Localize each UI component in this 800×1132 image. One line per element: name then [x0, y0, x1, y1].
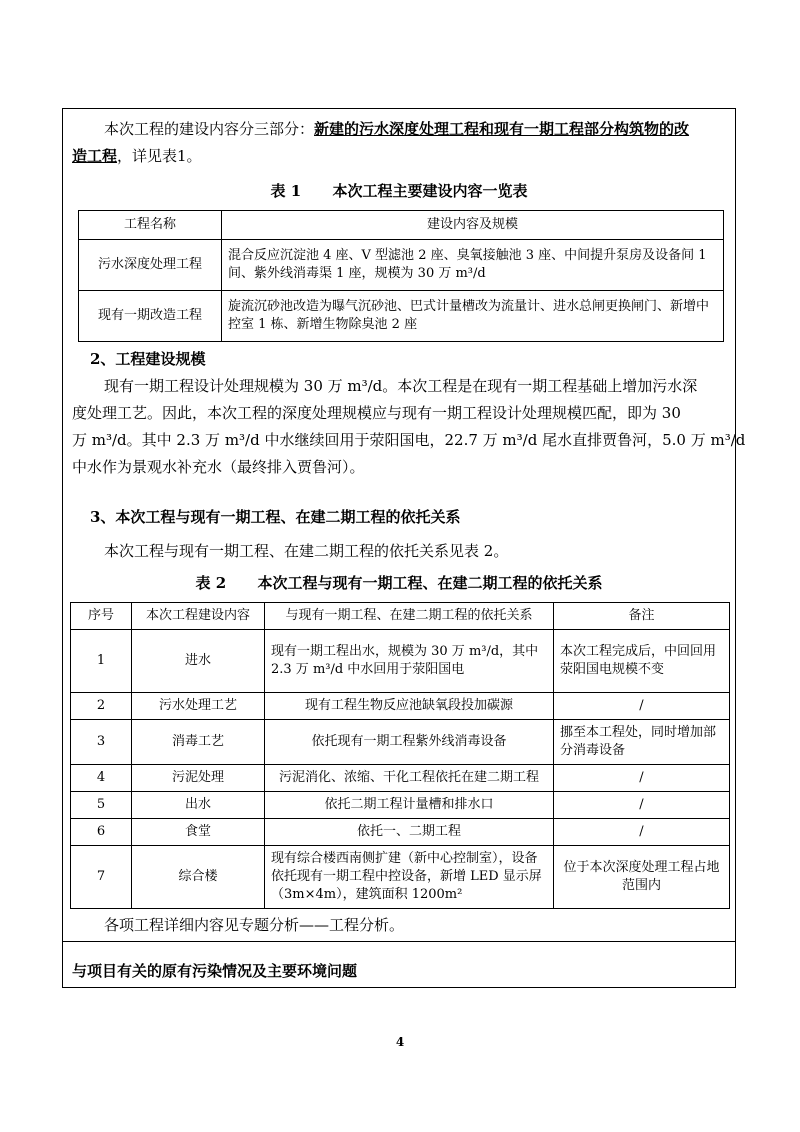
table1-caption: 表 1 本次工程主要建设内容一览表	[270, 182, 528, 200]
table2-cell-note: /	[554, 792, 730, 819]
table2-cell-item: 污泥处理	[132, 765, 265, 792]
table2-cell-no: 1	[71, 630, 132, 693]
table2-cell-relation: 现有工程生物反应池缺氧段投加碳源	[265, 693, 554, 720]
intro-emphasis-2: 造工程	[72, 147, 118, 165]
table2-cell-no: 5	[71, 792, 132, 819]
table-row	[79, 240, 724, 291]
table2-cell-no: 7	[71, 846, 132, 909]
table2-cell-item: 消毒工艺	[132, 720, 265, 765]
table-row	[71, 792, 730, 819]
table2-cell-item: 进水	[132, 630, 265, 693]
section-divider	[62, 941, 736, 942]
table2-cell-relation: 依托一、二期工程	[265, 819, 554, 846]
footer-title: 与项目有关的原有污染情况及主要环境问题	[72, 962, 358, 980]
table2-cell-note: 挪至本工程处，同时增加部分消毒设备	[554, 720, 730, 765]
table-row	[79, 291, 724, 342]
table2-cell-no: 2	[71, 693, 132, 720]
table-row	[71, 765, 730, 792]
table2-cell-note: /	[554, 819, 730, 846]
section3-intro: 本次工程与现有一期工程、在建二期工程的依托关系见表 2。	[104, 542, 509, 560]
table2-cell-no: 6	[71, 819, 132, 846]
intro-emphasis-1: 新建的污水深度处理工程和现有一期工程部分构筑物的改	[314, 120, 690, 138]
table1-cell-content: 旋流沉砂池改造为曝气沉砂池、巴式计量槽改为流量计、进水总闸更换闸门、新增中控室 1 栋、新增生物除臭池 2 座	[222, 291, 724, 342]
table2-cell-no: 4	[71, 765, 132, 792]
table2-cell-relation: 依托二期工程计量槽和排水口	[265, 792, 554, 819]
table1-header-name: 工程名称	[79, 211, 222, 240]
table1-header-content: 建设内容及规模	[222, 211, 724, 240]
table2-header-row	[71, 603, 730, 630]
page-number: 4	[395, 1035, 405, 1049]
table-row	[71, 630, 730, 693]
table2-cell-item: 食堂	[132, 819, 265, 846]
section3-heading: 3、本次工程与现有一期工程、在建二期工程的依托关系	[90, 508, 461, 526]
section2-heading: 2、工程建设规模	[90, 350, 206, 368]
intro-part1: 本次工程的建设内容分三部分：	[104, 120, 315, 138]
table2-cell-item: 综合楼	[132, 846, 265, 909]
table2-cell-relation: 现有综合楼西南侧扩建（新中心控制室），设备依托现有一期工程中控设备，新增 LED 显示屏（3m×4m），建筑面积 1200m²	[265, 846, 554, 909]
table1-cell-name: 现有一期改造工程	[79, 291, 222, 342]
section2-line: 现有一期工程设计处理规模为 30 万 m³/d。本次工程是在现有一期工程基础上增加污水深	[104, 377, 698, 395]
table2-cell-item: 出水	[132, 792, 265, 819]
table2-cell-note: 位于本次深度处理工程占地范围内	[554, 846, 730, 909]
table2	[70, 602, 730, 909]
table2-caption: 表 2 本次工程与现有一期工程、在建二期工程的依托关系	[195, 574, 603, 592]
table2-cell-relation: 现有一期工程出水，规模为 30 万 m³/d，其中 2.3 万 m³/d 中水回用于荥阳国电	[265, 630, 554, 693]
table2-header-note: 备注	[554, 603, 730, 630]
table2-header-relation: 与现有一期工程、在建二期工程的依托关系	[265, 603, 554, 630]
table-row	[71, 846, 730, 909]
table2-cell-relation: 污泥消化、浓缩、干化工程依托在建二期工程	[265, 765, 554, 792]
intro-line-1	[104, 116, 689, 143]
section2-line: 中水作为景观水补充水（最终排入贾鲁河）。	[72, 458, 365, 476]
table2-header-item: 本次工程建设内容	[132, 603, 265, 630]
table2-cell-relation: 依托现有一期工程紫外线消毒设备	[265, 720, 554, 765]
table-row	[71, 819, 730, 846]
section2-line: 度处理工艺。因此，本次工程的深度处理规模应与现有一期工程设计处理规模匹配，即为 30	[72, 404, 681, 422]
table1-cell-content: 混合反应沉淀池 4 座、V 型滤池 2 座、臭氧接触池 3 座、中间提升泵房及设备间 1 间、紫外线消毒渠 1 座，规模为 30 万 m³/d	[222, 240, 724, 291]
table2-cell-note: 本次工程完成后，中回回用荥阳国电规模不变	[554, 630, 730, 693]
section2-line: 万 m³/d。其中 2.3 万 m³/d 中水继续回用于荥阳国电，22.7 万 m³/d 尾水直排贾鲁河，5.0 万 m³/d	[72, 431, 746, 449]
intro-part2: ，详见表1。	[117, 147, 202, 165]
table2-header-no: 序号	[71, 603, 132, 630]
table2-cell-item: 污水处理工艺	[132, 693, 265, 720]
table2-cell-no: 3	[71, 720, 132, 765]
table1	[78, 210, 724, 342]
table-row	[71, 693, 730, 720]
table2-cell-note: /	[554, 765, 730, 792]
table1-header-row	[79, 211, 724, 240]
intro-line-2	[72, 143, 202, 170]
table2-cell-note: /	[554, 693, 730, 720]
closing-text: 各项工程详细内容见专题分析——工程分析。	[104, 916, 405, 934]
table-row	[71, 720, 730, 765]
table1-cell-name: 污水深度处理工程	[79, 240, 222, 291]
